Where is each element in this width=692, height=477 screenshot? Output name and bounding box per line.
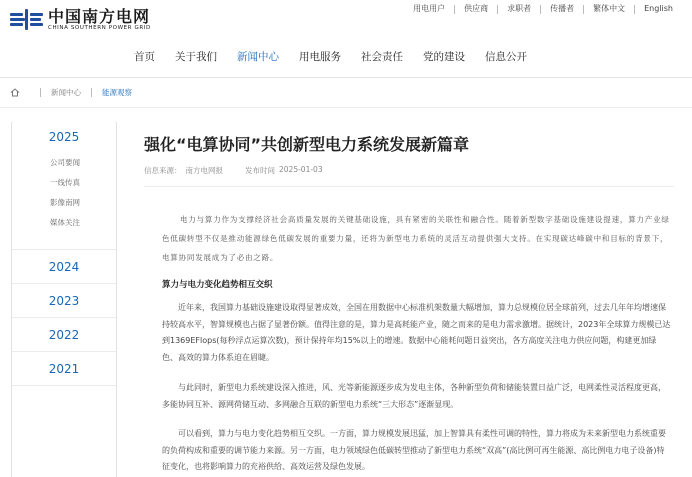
nav-item-disclosure[interactable]: 信息公开 bbox=[485, 51, 527, 63]
time-label: 发布时间 bbox=[245, 166, 275, 175]
nav-item-home[interactable]: 首页 bbox=[134, 51, 155, 63]
year-2022[interactable]: 2022 bbox=[48, 328, 80, 342]
year-2023[interactable]: 2023 bbox=[48, 294, 80, 308]
article-intro: 电力与算力作为支撑经济社会高质量发展的关键基础设施，具有紧密的关联性和融合性。随着新型数字基础设施建设提速，算力产业绿色低碳转型不仅是推动能源绿色低碳发展的重要力量，还将为新型电力系统的灵活互动提供强大支持。在实现碳达峰碳中和目标的背景下，电算协同发展成为了必由之路。 bbox=[162, 215, 670, 262]
breadcrumb-energy-observation[interactable]: 能源观察 bbox=[102, 88, 132, 97]
csg-logo-icon bbox=[10, 8, 44, 32]
year-sidebar bbox=[11, 122, 117, 477]
top-header bbox=[0, 0, 692, 38]
breadcrumb-news[interactable]: 新闻中心 bbox=[51, 88, 81, 97]
article-paragraph-2: 与此同时，新型电力系统建设深入推进，风、光等新能源逐步成为发电主体，各种新型负荷和储能装置日益广泛，电网柔性灵活程度更高，多能协同互补、源网荷储互动、多网融合互联的新型电力系统“三大形态”逐渐显现。 bbox=[162, 383, 666, 409]
top-link-traditional-chinese[interactable]: 繁体中文 bbox=[593, 4, 626, 13]
source-label: 信息来源： bbox=[144, 166, 182, 175]
sidebar-item-images[interactable]: 影像南网 bbox=[50, 198, 80, 207]
logo-cn-text: 中国南方电网 bbox=[48, 7, 151, 26]
year-block-2024 bbox=[12, 250, 116, 284]
top-link-media[interactable]: 传播者 bbox=[550, 4, 575, 13]
divider bbox=[144, 186, 674, 187]
home-icon[interactable] bbox=[10, 88, 20, 97]
year-2024[interactable]: 2024 bbox=[48, 260, 80, 274]
year-block-2025 bbox=[12, 122, 116, 250]
sidebar-item-frontline[interactable]: 一线传真 bbox=[50, 178, 80, 187]
article-paragraph-1: 近年来，我国算力基础设施建设取得显著成效，全国在用数据中心标准机架数量大幅增加，算力总规模位居全球前列，过去几年年均增速保持较高水平，智算规模也占据了显著份额。值得注意的是，算力是高耗能产业，随之而来的是电力需求激增。据统计，2023年全球算力规模已达到1369EFlops(每秒浮点运算次数)，预计保持年均15%以上的增速。数据中心能耗问题日益突出，各方高度关注电力供应问题，构建更加绿色、高效的算力体系迫在眉睫。 bbox=[162, 303, 671, 362]
article-meta bbox=[144, 165, 327, 176]
article bbox=[118, 108, 692, 477]
year-block-2021 bbox=[12, 352, 116, 386]
main-nav bbox=[0, 38, 692, 78]
article-paragraph-3: 可以看到，算力与电力变化趋势相互交织。一方面，算力规模发展迅猛，加上智算具有柔性可调的特性，算力将成为未来新型电力系统重要的负荷构成和重要的调节能力来源。另一方面，电力领域绿色低碳转型推动了新型电力系统“双高”(高比例可再生能源、高比例电力电子设备)特征变化，也将影响算力的充裕供给、高效运营及绿色发展。 bbox=[162, 429, 666, 471]
nav-item-party[interactable]: 党的建设 bbox=[423, 51, 465, 63]
top-link-english[interactable]: English bbox=[644, 4, 673, 13]
nav-item-services[interactable]: 用电服务 bbox=[299, 51, 341, 63]
article-title: 强化“电算协同”共创新型电力系统发展新篇章 bbox=[144, 135, 470, 154]
sidebar-item-media[interactable]: 媒体关注 bbox=[50, 218, 80, 227]
year-2021[interactable]: 2021 bbox=[48, 362, 80, 376]
top-links bbox=[404, 3, 682, 15]
top-link-jobseekers[interactable]: 求职者 bbox=[507, 4, 532, 13]
divider bbox=[91, 88, 92, 97]
time-value: 2025-01-03 bbox=[279, 165, 323, 174]
nav-item-news[interactable]: 新闻中心 bbox=[237, 51, 279, 63]
top-link-users[interactable]: 用电用户 bbox=[413, 4, 446, 13]
sidebar-item-company-news[interactable]: 公司要闻 bbox=[50, 158, 80, 167]
nav-item-responsibility[interactable]: 社会责任 bbox=[361, 51, 403, 63]
nav-item-about[interactable]: 关于我们 bbox=[175, 51, 217, 63]
logo-en-text: CHINA SOUTHERN POWER GRID bbox=[48, 25, 151, 31]
year-block-2022 bbox=[12, 318, 116, 352]
breadcrumb bbox=[0, 78, 692, 108]
source-value: 南方电网报 bbox=[185, 166, 223, 175]
top-link-suppliers[interactable]: 供应商 bbox=[464, 4, 489, 13]
site-logo[interactable] bbox=[10, 8, 151, 32]
article-subheading: 算力与电力变化趋势相互交织 bbox=[162, 280, 273, 290]
divider bbox=[40, 88, 41, 97]
year-block-2023 bbox=[12, 284, 116, 318]
year-2025[interactable]: 2025 bbox=[48, 130, 80, 144]
